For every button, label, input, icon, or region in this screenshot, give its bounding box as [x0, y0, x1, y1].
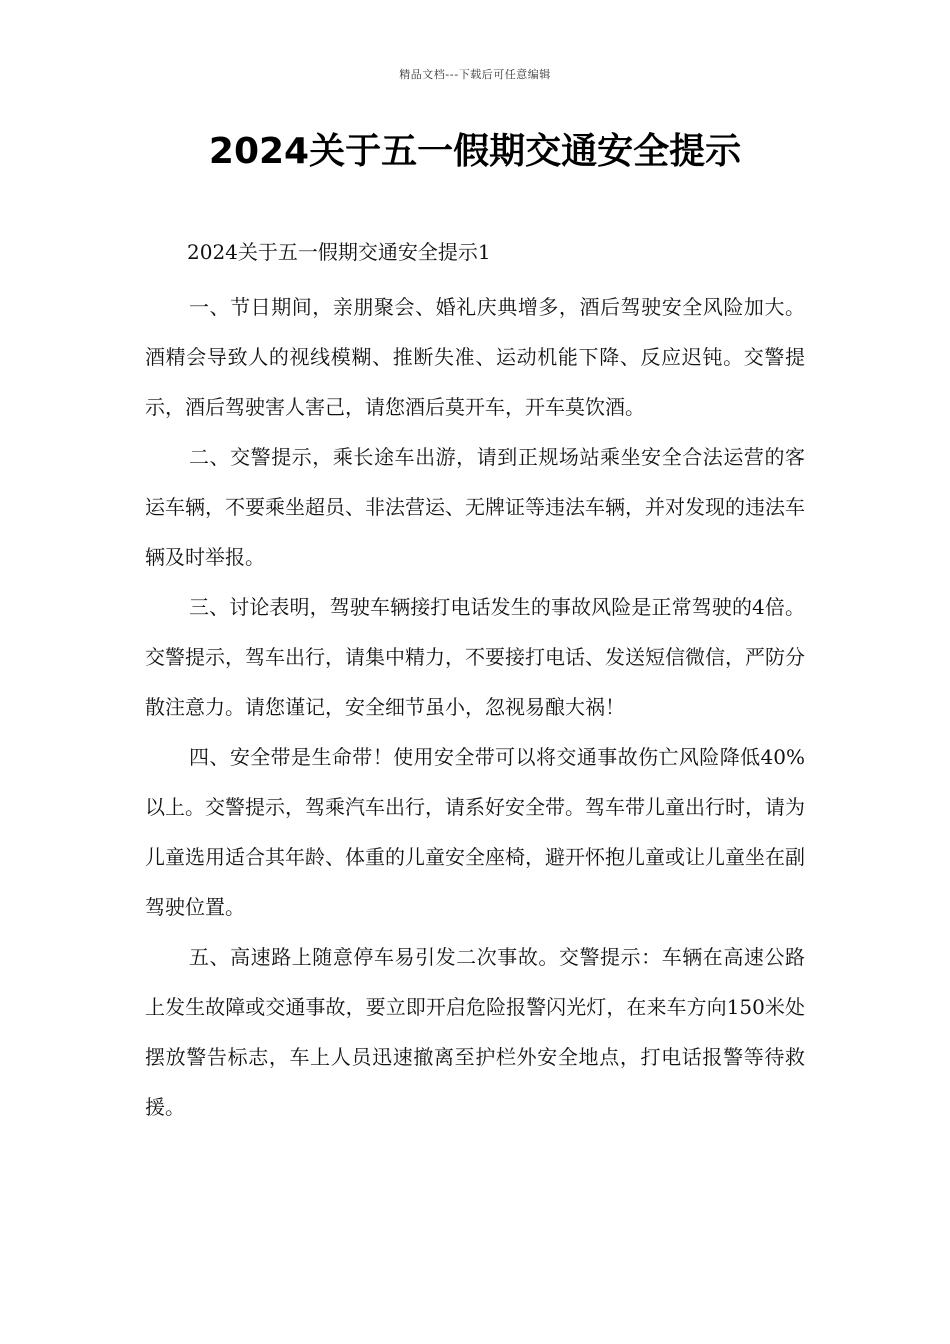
- paragraph-4: 四、安全带是生命带！使用安全带可以将交通事故伤亡风险降低40%以上。交警提示，驾乘汽车出行，请系好安全带。驾车带儿童出行时，请为儿童选用适合其年龄、体重的儿童安全座椅，避开怀抱儿童或让儿童坐在副驾驶位置。: [145, 745, 805, 919]
- document-subtitle: 2024关于五一假期交通安全提示1: [187, 240, 491, 264]
- document-body: [145, 232, 805, 1132]
- header-note: 精品文档---下载后可任意编辑: [399, 68, 551, 81]
- paragraph-2: 二、交警提示，乘长途车出游，请到正规场站乘坐安全合法运营的客运车辆，不要乘坐超员、非法营运、无牌证等违法车辆，并对发现的违法车辆及时举报。: [145, 445, 805, 569]
- document-title: 2024关于五一假期交通安全提示: [208, 131, 742, 172]
- paragraph-3: 三、讨论表明，驾驶车辆接打电话发生的事故风险是正常驾驶的4倍。交警提示，驾车出行，请集中精力，不要接打电话、发送短信微信，严防分散注意力。请您谨记，安全细节虽小，忽视易酿大祸！: [145, 595, 805, 719]
- paragraph-1: 一、节日期间，亲朋聚会、婚礼庆典增多，酒后驾驶安全风险加大。酒精会导致人的视线模糊、推断失准、运动机能下降、反应迟钝。交警提示，酒后驾驶害人害己，请您酒后莫开车，开车莫饮酒。: [145, 295, 805, 419]
- paragraph-5: 五、高速路上随意停车易引发二次事故。交警提示：车辆在高速公路上发生故障或交通事故，要立即开启危险报警闪光灯，在来车方向150米处摆放警告标志，车上人员迅速撤离至护栏外安全地点，打电话报警等待救援。: [145, 945, 805, 1119]
